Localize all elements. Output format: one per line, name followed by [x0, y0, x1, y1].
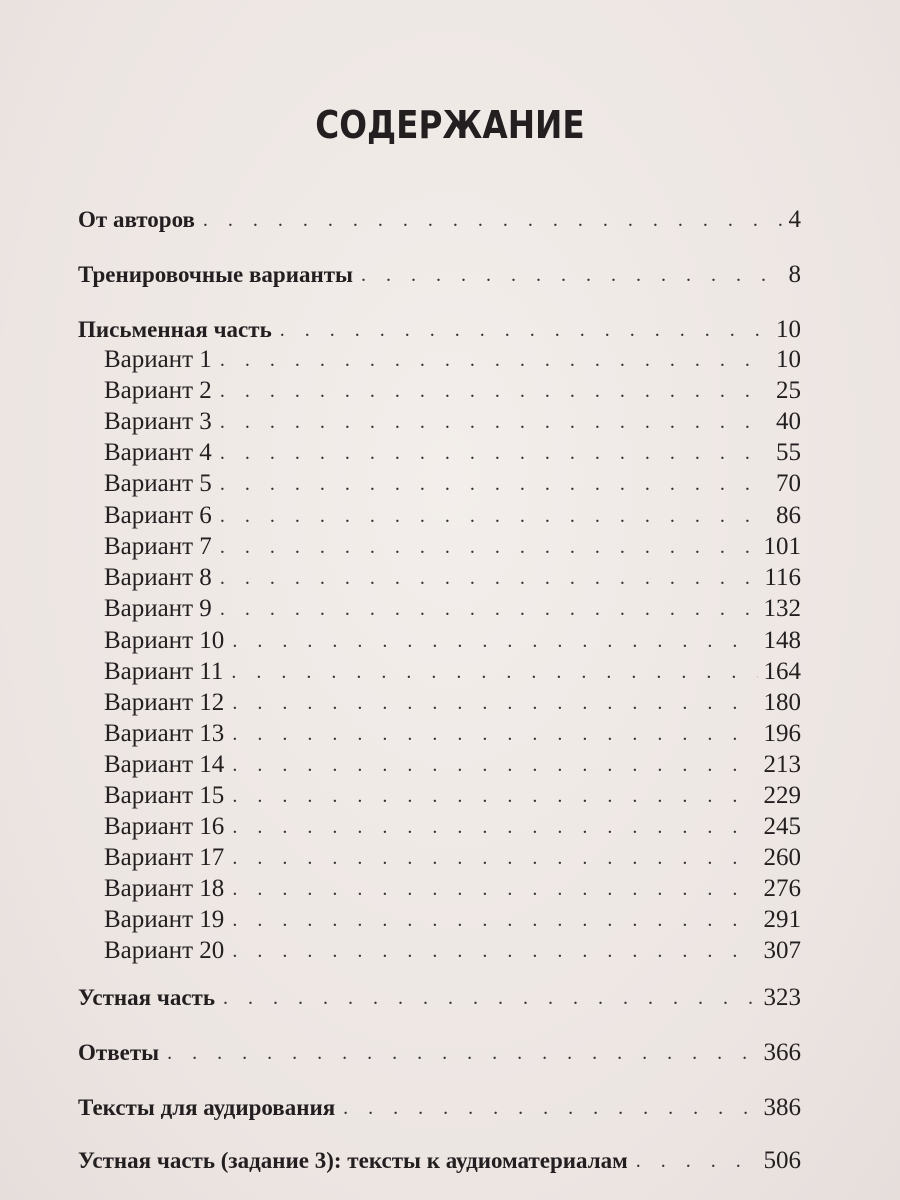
toc-entry-variant-18[interactable] [104, 874, 801, 904]
leader-dots [220, 501, 770, 531]
toc-entry-label: Вариант 18 [104, 875, 225, 902]
toc-entry-variant-1[interactable] [104, 345, 801, 375]
toc-entry-label: Устная часть (задание 3): тексты к аудиоматериалам [78, 1148, 628, 1173]
leader-dots [220, 438, 770, 468]
toc-entry-label: Вариант 14 [104, 751, 225, 778]
toc-entry-label: Вариант 16 [104, 813, 225, 840]
toc-entry-written-part[interactable] [78, 315, 801, 345]
leader-dots [223, 983, 758, 1013]
toc-entry-label: Вариант 13 [104, 720, 225, 747]
toc-entry-variant-16[interactable] [104, 812, 801, 842]
toc-entry-page: 276 [763, 875, 801, 902]
toc-entry-label: От авторов [78, 207, 195, 232]
toc-entry-page: 386 [763, 1094, 801, 1121]
toc-entry-label: Вариант 19 [104, 906, 225, 933]
toc-entry-label: Вариант 11 [104, 658, 224, 685]
toc-entry-answers[interactable] [78, 1038, 801, 1068]
toc-entry-page: 307 [763, 937, 801, 964]
toc-entry-variant-10[interactable] [104, 626, 801, 656]
leader-dots [203, 205, 783, 235]
toc-entry-variant-7[interactable] [104, 532, 801, 562]
toc-entry-variant-5[interactable] [104, 469, 801, 499]
toc-entry-page: 180 [763, 689, 801, 716]
leader-dots [220, 469, 770, 499]
toc-entry-page: 164 [763, 658, 801, 685]
toc-entry-label: Устная часть [78, 985, 215, 1010]
toc-entry-label: Тренировочные варианты [78, 262, 353, 287]
toc-entry-label: Вариант 20 [104, 937, 225, 964]
toc-entry-variant-2[interactable] [104, 376, 801, 406]
toc-entry-from-authors[interactable] [78, 205, 801, 235]
toc-entry-page: 229 [763, 782, 801, 809]
toc-entry-page: 196 [763, 720, 801, 747]
toc-entry-label: Вариант 7 [104, 533, 212, 560]
toc-entry-variant-20[interactable] [104, 936, 801, 966]
leader-dots [232, 750, 757, 780]
leader-dots [220, 594, 758, 624]
toc-entry-page: 366 [763, 1039, 801, 1066]
leader-dots [232, 719, 757, 749]
leader-dots [220, 563, 759, 593]
toc-entry-page: 25 [776, 377, 801, 404]
toc-entry-variant-12[interactable] [104, 688, 801, 718]
leader-dots [232, 874, 757, 904]
leader-dots [220, 532, 758, 562]
toc-entry-variant-14[interactable] [104, 750, 801, 780]
toc-entry-page: 70 [776, 470, 801, 497]
toc-entry-page: 10 [776, 346, 801, 373]
leader-dots [636, 1146, 758, 1176]
toc-entry-page: 101 [763, 533, 801, 560]
toc-entry-training-variants[interactable] [78, 260, 801, 290]
toc-entry-page: 245 [763, 813, 801, 840]
toc-entry-page: 116 [764, 564, 801, 591]
toc-entry-label: Вариант 5 [104, 470, 212, 497]
leader-dots [343, 1093, 757, 1123]
toc-entry-oral-part[interactable] [78, 983, 801, 1013]
toc-entry-variant-3[interactable] [104, 407, 801, 437]
leader-dots [232, 936, 757, 966]
toc-entry-page: 323 [763, 984, 801, 1011]
toc-entry-page: 213 [763, 751, 801, 778]
leader-dots [232, 626, 757, 656]
leader-dots [232, 688, 757, 718]
toc-entry-variant-15[interactable] [104, 781, 801, 811]
toc-entry-page: 148 [763, 627, 801, 654]
leader-dots [220, 376, 770, 406]
toc-entry-page: 506 [763, 1147, 801, 1174]
toc-entry-label: Вариант 8 [104, 564, 212, 591]
toc-entry-page: 8 [788, 261, 801, 288]
toc-entry-variant-4[interactable] [104, 438, 801, 468]
toc-entry-page: 10 [776, 316, 801, 343]
toc-entry-page: 55 [776, 439, 801, 466]
toc-entry-label: Вариант 3 [104, 408, 212, 435]
toc-entry-label: Вариант 2 [104, 377, 212, 404]
toc-entry-label: Вариант 6 [104, 502, 212, 529]
toc-entry-page: 260 [763, 844, 801, 871]
toc-entry-variant-13[interactable] [104, 719, 801, 749]
leader-dots [232, 843, 757, 873]
page-title: СОДЕРЖАНИЕ [315, 103, 585, 147]
toc-entry-variant-8[interactable] [104, 563, 801, 593]
toc-entry-label: Письменная часть [78, 317, 272, 342]
toc-entry-label: Вариант 15 [104, 782, 225, 809]
toc-entry-label: Вариант 17 [104, 844, 225, 871]
toc-entry-variant-19[interactable] [104, 905, 801, 935]
toc-entry-page: 291 [763, 906, 801, 933]
toc-entry-label: Вариант 4 [104, 439, 212, 466]
toc-entry-label: Вариант 12 [104, 689, 225, 716]
toc-entry-variant-11[interactable] [104, 657, 801, 687]
leader-dots [231, 657, 757, 687]
toc-entry-label: Вариант 9 [104, 595, 212, 622]
toc-entry-variant-6[interactable] [104, 501, 801, 531]
leader-dots [167, 1038, 757, 1068]
leader-dots [220, 345, 770, 375]
toc-entry-page: 86 [776, 502, 801, 529]
toc-entry-page: 4 [788, 206, 801, 233]
toc-entry-label: Вариант 1 [104, 346, 212, 373]
leader-dots [232, 812, 757, 842]
leader-dots [220, 407, 770, 437]
leader-dots [232, 905, 757, 935]
toc-entry-variant-17[interactable] [104, 843, 801, 873]
leader-dots [361, 260, 783, 290]
toc-entry-page: 40 [776, 408, 801, 435]
toc-entry-oral-task3-texts[interactable] [78, 1146, 801, 1176]
leader-dots [280, 315, 770, 345]
toc-entry-label: Ответы [78, 1040, 160, 1065]
toc-entry-listening-texts[interactable] [78, 1093, 801, 1123]
toc-entry-page: 132 [763, 595, 801, 622]
leader-dots [232, 781, 757, 811]
toc-entry-label: Вариант 10 [104, 627, 225, 654]
toc-entry-label: Тексты для аудирования [78, 1095, 336, 1120]
toc-entry-variant-9[interactable] [104, 594, 801, 624]
